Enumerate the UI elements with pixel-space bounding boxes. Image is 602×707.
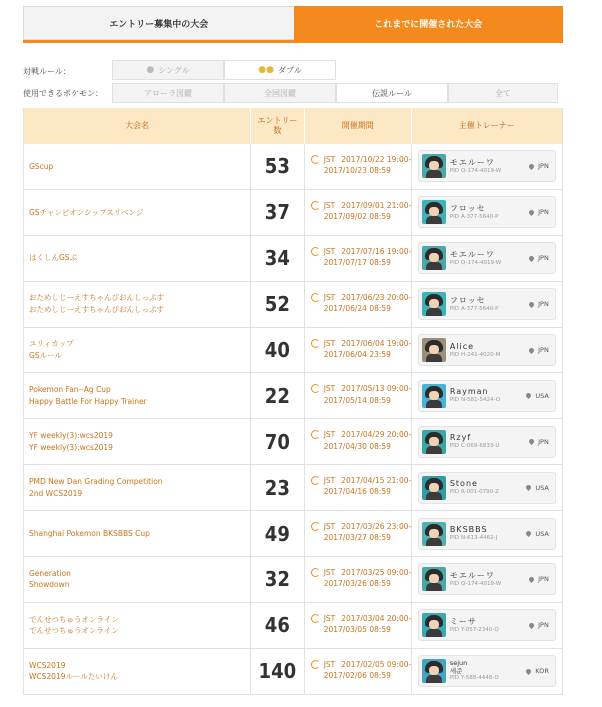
single-battle-icon: ● xyxy=(146,65,155,75)
period-cell xyxy=(305,511,412,556)
period-end: 2017/04/16 08:59 xyxy=(323,487,391,497)
organizer-card[interactable] xyxy=(418,380,556,412)
tournament-name-link[interactable]: Happy Battle For Happy Trainer xyxy=(29,396,147,406)
organizer-card[interactable] xyxy=(418,196,556,228)
organizer-name: フロッセ xyxy=(449,295,486,305)
avatar xyxy=(422,613,446,637)
period-cell xyxy=(305,282,412,327)
entry-count: 70 xyxy=(251,419,305,464)
tournament-name-link[interactable]: WCS2019ルールたいけん xyxy=(29,672,118,682)
tournament-name-cell xyxy=(24,373,251,418)
organizer-cell xyxy=(412,603,562,648)
timezone-label: JST xyxy=(323,338,336,348)
avatar xyxy=(422,476,446,500)
period-end: 2017/02/06 08:59 xyxy=(323,671,391,681)
clock-icon xyxy=(311,614,320,623)
period-end: 2017/03/27 08:59 xyxy=(323,533,391,543)
tab-underline xyxy=(23,40,563,43)
organizer-card[interactable] xyxy=(418,426,556,458)
period-end: 2017/07/17 08:59 xyxy=(323,258,391,268)
period-start: 2017/06/23 20:00- xyxy=(341,292,412,302)
clock-icon xyxy=(311,430,320,439)
player-id: PID Q-174-4019-W xyxy=(449,259,502,266)
period-start: 2017/03/25 09:00- xyxy=(341,568,412,578)
avatar xyxy=(422,522,446,546)
tournament-name-link[interactable]: はくしんGSぶ xyxy=(29,253,78,263)
period-cell xyxy=(305,144,412,189)
organizer-card[interactable] xyxy=(418,518,556,550)
period-start: 2017/03/04 20:00- xyxy=(341,613,412,623)
region-code: USA xyxy=(535,483,549,492)
timezone-label: JST xyxy=(323,430,336,440)
avatar xyxy=(422,200,446,224)
period-end: 2017/06/24 08:59 xyxy=(323,303,391,313)
organizer-cell xyxy=(412,282,562,327)
timezone-label: JST xyxy=(323,613,336,623)
tab-past-tournaments[interactable]: これまでに開催された大会 xyxy=(294,6,564,40)
table-body xyxy=(24,144,562,695)
period-end: 2017/03/05 08:59 xyxy=(323,625,391,635)
entry-count: 22 xyxy=(251,373,305,418)
tournament-name-link[interactable]: WCS2019 xyxy=(29,660,66,670)
organizer-card[interactable] xyxy=(418,609,556,641)
clock-icon xyxy=(311,155,320,164)
player-id: PID Y-588-4448-O xyxy=(449,675,499,682)
location-pin-icon xyxy=(528,163,535,170)
clock-icon xyxy=(311,476,320,485)
clock-icon xyxy=(311,339,320,348)
tournament-name-link[interactable]: Showdown xyxy=(29,580,70,590)
organizer-name: sejun 세준 xyxy=(449,659,468,675)
location-pin-icon xyxy=(528,622,535,629)
timezone-label: JST xyxy=(323,522,336,532)
tournament-name-link[interactable]: Shanghai Pokemon BKSBBS Cup xyxy=(29,528,150,538)
filter-all[interactable]: 全て xyxy=(448,83,558,103)
clock-icon xyxy=(311,201,320,210)
period-start: 2017/07/16 19:00- xyxy=(341,246,412,256)
pokemon-filter-label: 使用できるポケモン： xyxy=(23,89,103,98)
period-cell xyxy=(305,603,412,648)
region xyxy=(529,300,549,308)
organizer-name: Rzyf xyxy=(449,433,472,443)
period-start: 2017/04/29 20:00- xyxy=(341,430,412,440)
entry-count: 52 xyxy=(251,282,305,327)
timezone-label: JST xyxy=(323,155,336,164)
organizer-cell xyxy=(412,557,562,602)
organizer-name: ミーサ xyxy=(449,616,477,626)
avatar xyxy=(422,567,446,591)
tournament-name-link[interactable]: GSチャンピオンシップスリベンジ xyxy=(29,207,144,217)
filter-legendary-rule[interactable]: 伝説ルール xyxy=(336,83,448,103)
region xyxy=(529,621,549,629)
entry-count: 46 xyxy=(251,603,305,648)
clock-icon xyxy=(311,522,320,531)
header-entries: エントリー 数 xyxy=(251,108,305,144)
entry-count: 37 xyxy=(251,190,305,235)
timezone-label: JST xyxy=(323,476,336,486)
tournament-name-link[interactable]: YF weekly(3):wcs2019 xyxy=(29,442,113,452)
location-pin-icon xyxy=(525,484,532,491)
tournament-name-cell xyxy=(24,603,251,648)
period-end: 2017/04/30 08:59 xyxy=(323,441,391,451)
player-id: PID Q-174-4019-W xyxy=(449,168,502,174)
clock-icon xyxy=(311,384,320,393)
region-code: JPN xyxy=(538,300,549,309)
avatar xyxy=(422,154,446,178)
organizer-cell xyxy=(412,373,562,418)
organizer-cell xyxy=(412,649,562,694)
player-id: PID R-001-0790-Z xyxy=(449,489,499,496)
entry-count: 40 xyxy=(251,328,305,373)
entry-count: 32 xyxy=(251,557,305,602)
entry-count: 140 xyxy=(251,649,305,694)
organizer-cell xyxy=(412,328,562,373)
avatar xyxy=(422,430,446,454)
battle-rule-label: 対戦ルール： xyxy=(23,67,71,76)
tournament-name-link[interactable]: おためしじーえすちゃんぴおんしっぷす xyxy=(29,293,164,303)
tournament-name-link[interactable]: Pokemon Fan--Ag Cup xyxy=(29,385,111,395)
location-pin-icon xyxy=(528,255,535,262)
period-cell xyxy=(305,465,412,510)
location-pin-icon xyxy=(525,392,532,399)
region-code: JPN xyxy=(538,254,549,263)
region-code: JPN xyxy=(538,162,549,171)
organizer-name: Stone xyxy=(449,479,478,489)
tournament-name-link[interactable]: GSルール xyxy=(29,351,62,360)
period-start: 2017/04/15 21:00- xyxy=(341,476,412,486)
avatar xyxy=(422,292,446,316)
organizer-cell xyxy=(412,419,562,464)
entry-count: 49 xyxy=(251,511,305,556)
player-id: PID A-377-5640-P xyxy=(449,213,499,220)
avatar xyxy=(422,659,446,683)
organizer-name: フロッセ xyxy=(449,203,486,213)
table-row xyxy=(24,373,562,419)
table-row xyxy=(24,144,562,190)
region xyxy=(529,438,549,446)
timezone-label: JST xyxy=(323,200,336,210)
tournament-table xyxy=(23,108,563,695)
organizer-name: Alice xyxy=(449,341,475,351)
timezone-label: JST xyxy=(323,292,336,302)
period-end: 2017/03/26 08:59 xyxy=(323,579,391,589)
region xyxy=(529,162,549,170)
tournament-name-link[interactable]: GScup xyxy=(29,161,54,171)
table-row xyxy=(24,603,562,649)
header-period: 開催期間 xyxy=(305,108,412,144)
organizer-card[interactable] xyxy=(418,288,556,320)
double-battle-icon: ●● xyxy=(258,65,275,75)
region-code: USA xyxy=(535,391,549,400)
region-code: USA xyxy=(535,529,549,538)
period-cell xyxy=(305,649,412,694)
tournament-name-link[interactable]: 2nd WCS2019 xyxy=(29,488,83,498)
period-end: 2017/10/23 08:59 xyxy=(323,166,391,176)
period-end: 2017/09/02 08:59 xyxy=(323,212,391,222)
timezone-label: JST xyxy=(323,568,336,578)
organizer-name: Rayman xyxy=(449,387,489,397)
avatar xyxy=(422,246,446,270)
organizer-card[interactable] xyxy=(418,472,556,504)
period-cell xyxy=(305,373,412,418)
organizer-name: BKSBBS xyxy=(449,525,488,535)
tournament-name-link[interactable]: YF weekly(3):wcs2019 xyxy=(29,431,113,441)
organizer-card[interactable] xyxy=(418,655,556,687)
table-header xyxy=(24,108,562,144)
organizer-card[interactable] xyxy=(418,242,556,274)
region xyxy=(529,208,549,216)
tournament-name-cell xyxy=(24,236,251,281)
filter-alola-dex[interactable]: アローラ図鑑 xyxy=(112,83,224,103)
tournament-name-link[interactable]: Generation xyxy=(29,568,71,578)
region-code: JPN xyxy=(538,621,549,630)
tournament-name-cell xyxy=(24,419,251,464)
filter-national-dex[interactable]: 全国図鑑 xyxy=(224,83,336,103)
organizer-name: モエルーワ xyxy=(449,158,495,167)
tournament-name-link[interactable]: でんせつちゅうオンライン xyxy=(29,626,119,636)
timezone-label: JST xyxy=(323,659,336,669)
period-cell xyxy=(305,419,412,464)
header-name: 大会名 xyxy=(24,108,251,144)
player-id: PID A-377-5640-P xyxy=(449,305,499,312)
table-row xyxy=(24,190,562,236)
tournament-name-link[interactable]: おためしじーえすちゃんぴおんしっぷす xyxy=(29,305,164,315)
tournament-name-cell xyxy=(24,328,251,373)
period-end: 2017/06/04 23:59 xyxy=(323,349,391,359)
period-start: 2017/03/26 23:00- xyxy=(341,522,412,532)
timezone-label: JST xyxy=(323,246,336,256)
organizer-cell xyxy=(412,144,562,189)
player-id: PID C-069-6833-U xyxy=(449,443,500,450)
organizer-cell xyxy=(412,190,562,235)
clock-icon xyxy=(311,660,320,669)
player-id: PID N-581-5424-O xyxy=(449,397,501,404)
tournament-name-link[interactable]: ユリィカップ xyxy=(29,339,74,349)
tournament-name-cell xyxy=(24,557,251,602)
organizer-cell xyxy=(412,236,562,281)
period-start: 2017/09/01 21:00- xyxy=(341,200,412,210)
tab-entry-open[interactable]: エントリー募集中の大会 xyxy=(23,6,294,40)
region-code: JPN xyxy=(538,208,549,217)
period-start: 2017/06/04 19:00- xyxy=(341,338,412,348)
entry-count: 34 xyxy=(251,236,305,281)
table-row xyxy=(24,328,562,374)
location-pin-icon xyxy=(528,438,535,445)
clock-icon xyxy=(311,293,320,302)
location-pin-icon xyxy=(525,530,532,537)
avatar xyxy=(422,384,446,408)
period-start: 2017/10/22 19:00- xyxy=(341,155,412,164)
player-id: PID N-613-4462-J xyxy=(449,535,498,542)
location-pin-icon xyxy=(528,209,535,216)
organizer-name: モエルーワ xyxy=(449,571,495,581)
table-row xyxy=(24,236,562,282)
period-end: 2017/05/14 08:59 xyxy=(323,395,391,405)
tournament-name-link[interactable]: PMD New Dan Grading Competition xyxy=(29,477,163,487)
table-row xyxy=(24,419,562,465)
location-pin-icon xyxy=(528,346,535,353)
entry-count: 53 xyxy=(251,144,305,189)
period-start: 2017/02/05 09:00- xyxy=(341,659,412,669)
organizer-name: モエルーワ xyxy=(449,249,495,259)
tournament-name-cell xyxy=(24,282,251,327)
period-cell xyxy=(305,190,412,235)
player-id: PID H-241-4020-M xyxy=(449,351,501,358)
double-battle-option[interactable] xyxy=(224,60,336,80)
region xyxy=(526,667,549,675)
organizer-cell xyxy=(412,465,562,510)
timezone-label: JST xyxy=(323,384,336,394)
tab-bar xyxy=(23,6,563,40)
organizer-card[interactable] xyxy=(418,334,556,366)
player-id: PID Q-174-4019-W xyxy=(449,581,502,588)
region xyxy=(529,346,549,354)
period-cell xyxy=(305,328,412,373)
region xyxy=(526,392,548,400)
tournament-name-cell xyxy=(24,190,251,235)
table-row xyxy=(24,282,562,328)
double-battle-label: ダブル xyxy=(278,65,302,75)
header-organizer: 主催トレーナー xyxy=(458,120,515,130)
tournament-name-cell xyxy=(24,144,251,189)
clock-icon xyxy=(311,247,320,256)
region xyxy=(526,530,548,538)
location-pin-icon xyxy=(528,576,535,583)
region-code: JPN xyxy=(538,346,549,354)
single-battle-option[interactable] xyxy=(112,60,224,80)
organizer-cell xyxy=(412,511,562,556)
period-cell xyxy=(305,236,412,281)
region-code: KOR xyxy=(535,667,549,676)
table-row xyxy=(24,465,562,511)
organizer-card[interactable] xyxy=(418,563,556,595)
clock-icon xyxy=(311,568,320,577)
period-cell xyxy=(305,557,412,602)
region xyxy=(529,575,549,583)
player-id: PID Y-057-2340-Q xyxy=(449,626,499,633)
tournament-name-cell xyxy=(24,511,251,556)
table-row xyxy=(24,557,562,603)
period-start: 2017/05/13 09:00- xyxy=(341,384,412,394)
location-pin-icon xyxy=(525,668,532,675)
avatar xyxy=(422,338,446,362)
region-code: JPN xyxy=(538,575,549,584)
tournament-name-link[interactable]: でんせつちゅうオンライン xyxy=(29,614,119,624)
region-code: JPN xyxy=(538,437,549,446)
tournament-name-cell xyxy=(24,649,251,694)
region xyxy=(529,254,549,262)
organizer-card[interactable] xyxy=(418,150,556,182)
tournament-name-cell xyxy=(24,465,251,510)
table-row xyxy=(24,511,562,557)
region xyxy=(526,484,548,492)
location-pin-icon xyxy=(528,301,535,308)
entry-count: 23 xyxy=(251,465,305,510)
single-battle-label: シングル xyxy=(158,65,190,75)
table-row xyxy=(24,649,562,695)
